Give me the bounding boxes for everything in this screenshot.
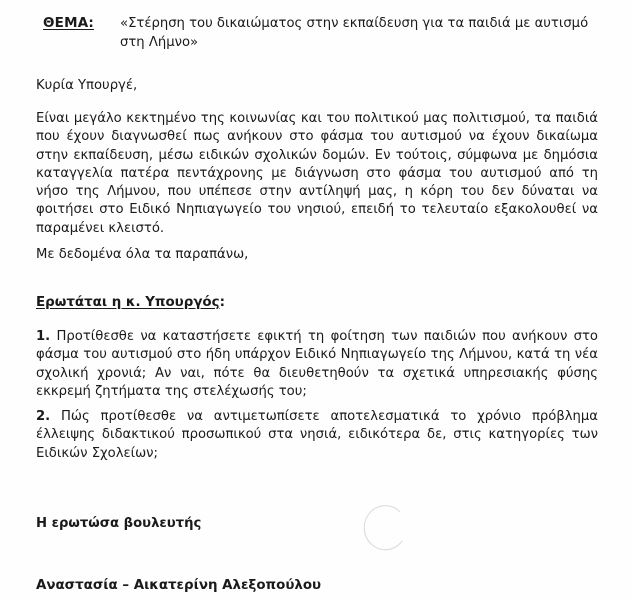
question-heading-underlined: Ερωτάται η κ. Υπουργός: [36, 295, 220, 310]
scan-pen-mark-icon: [362, 503, 418, 559]
given-statement: Με δεδομένα όλα τα παραπάνω,: [36, 247, 249, 262]
question-number: 2.: [36, 409, 51, 424]
subject-label: ΘΕΜΑ:: [43, 15, 94, 31]
body-paragraph: Είναι μεγάλο κεκτημένο της κοινωνίας και του πολιτικού μας πολιτισμού, τα παιδιά που έχουν διαγνωσθεί πως ανήκουν στο φάσμα του αυτισμού να έχουν δικαίωμα στην εκπαίδευση, μέσω ειδικών σχολικών δομών. Εν τούτοις, σύμφωνα με δημόσια καταγγελία πατέρα πεντάχρονης με διάγνωση στο φάσμα του αυτισμού από τη νήσο της Λήμνου, που υπέπεσε στην αντίληψή μας, η κόρη του δεν δύναται να φοιτήσει στο Ειδικό Νηπιαγωγείο του νησιού, επειδή το τελευταίο εξακολουθεί να παραμένει κλειστό.: [36, 111, 598, 236]
question-number: 1.: [36, 329, 51, 344]
signature-name: Αναστασία – Αικατερίνη Αλεξοπούλου: [36, 578, 322, 593]
question-text: Πώς προτίθεσθε να αντιμετωπίσετε αποτελεσματικά το χρόνιο πρόβλημα έλλειψης διδακτικού προσωπικού στα νησιά, ειδικότερα δε, στις κατηγορίες των Ειδικών Σχολείων;: [36, 409, 598, 461]
question-text: Προτίθεσθε να καταστήσετε εφικτή τη φοίτηση των παιδιών που ανήκουν στο φάσμα του αυτισμού στο ήδη υπάρχον Ειδικό Νηπιαγωγείο της Λήμνου, κατά τη νέα σχολική χρονιά; Αν ναι, πότε θα διευθετηθούν τα σχετικά υπηρεσιακής φύσης εκκρεμή ζητήματα της στελέχωσής του;: [36, 329, 598, 399]
salutation: Κυρία Υπουργέ,: [36, 78, 138, 93]
subject-text: «Στέρηση του δικαιώματος στην εκπαίδευση για τα παιδιά με αυτισμό στη Λήμνο»: [120, 16, 589, 50]
question-item: [36, 328, 598, 401]
question-heading-colon: :: [219, 295, 225, 310]
question-heading: [36, 293, 225, 312]
question-item: [36, 408, 598, 463]
subject-row: [43, 14, 598, 52]
signature-role: Η ερωτώσα βουλευτής: [36, 516, 202, 531]
